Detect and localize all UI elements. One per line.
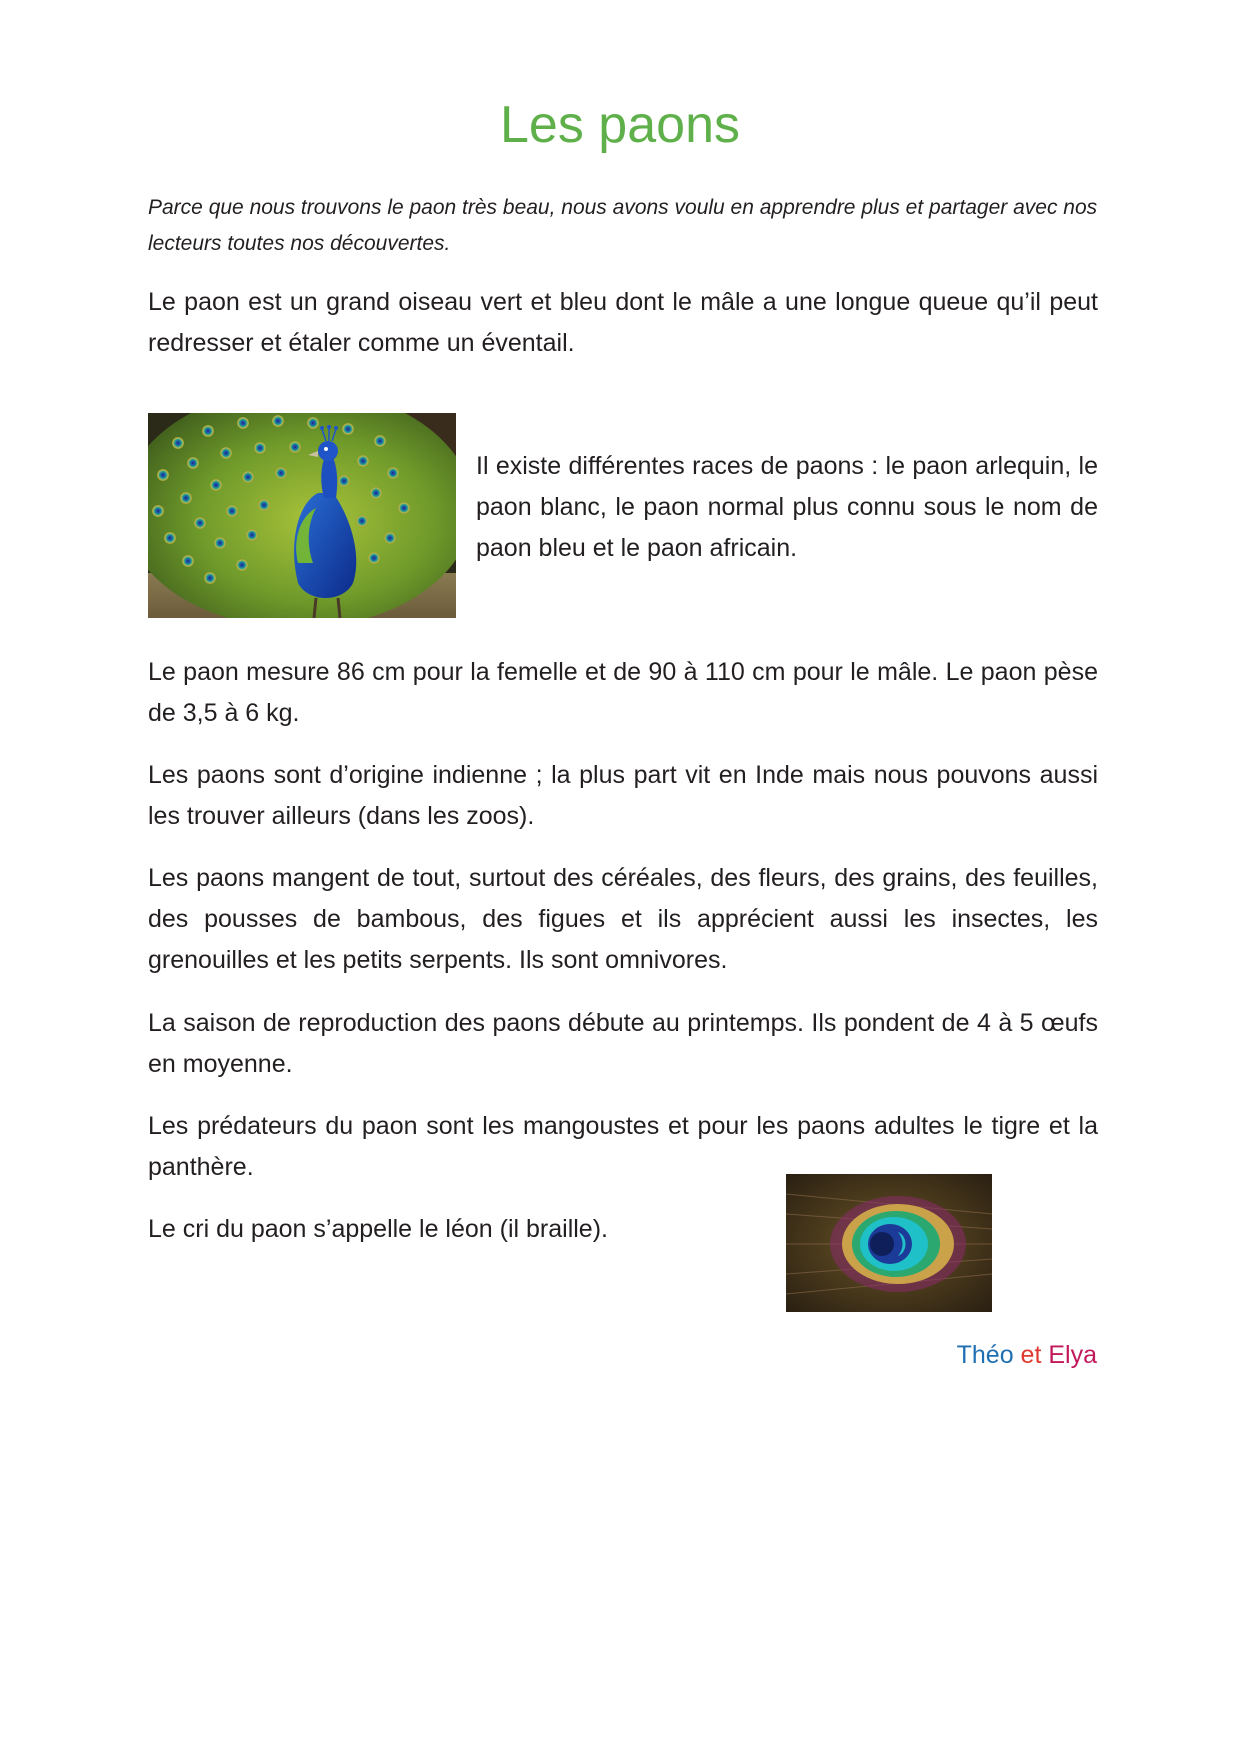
- predators-paragraph: Les prédateurs du paon sont les mangoustes et pour les paons adultes le tigre et la panthère.: [148, 1112, 1098, 1181]
- peacock-illustration: [148, 413, 456, 618]
- intro-paragraph: Parce que nous trouvons le paon très beau, nous avons voulu en apprendre plus et partager avec nos lecteurs toutes nos découvertes.: [148, 196, 1098, 255]
- description-paragraph: Le paon est un grand oiseau vert et bleu dont le mâle a une longue queue qu’il peut redresser et étaler comme un éventail.: [148, 288, 1098, 357]
- peacock-feather-illustration: [786, 1174, 992, 1312]
- food-paragraph: Les paons mangent de tout, surtout des céréales, des fleurs, des grains, des feuilles, des pousses de bambous, des figues et ils apprécient aussi les insectes, les grenouilles et les petits serpents. Ils sont omnivores.: [148, 864, 1098, 974]
- signature: [957, 1335, 1097, 1375]
- cry-paragraph: Le cri du paon s’appelle le léon (il braille).: [148, 1215, 608, 1243]
- signature-author-2: Elya: [1048, 1341, 1097, 1369]
- page-title: Les paons: [500, 96, 740, 154]
- feather-photo: [786, 1174, 992, 1312]
- signature-author-1: Théo: [956, 1341, 1014, 1369]
- season-paragraph: La saison de reproduction des paons débute au printemps. Ils pondent de 4 à 5 œufs en moyenne.: [148, 1009, 1098, 1078]
- signature-conjunction: et: [1020, 1341, 1042, 1369]
- size-paragraph: Le paon mesure 86 cm pour la femelle et de 90 à 110 cm pour le mâle. Le paon pèse de 3,5 à 6 kg.: [148, 658, 1098, 727]
- races-paragraph: Il existe différentes races de paons : le paon arlequin, le paon blanc, le paon normal plus connu sous le nom de paon bleu et le paon africain.: [476, 452, 1098, 562]
- origin-paragraph: Les paons sont d’origine indienne ; la plus part vit en Inde mais nous pouvons aussi les trouver ailleurs (dans les zoos).: [148, 761, 1098, 830]
- peacock-photo: [148, 413, 456, 618]
